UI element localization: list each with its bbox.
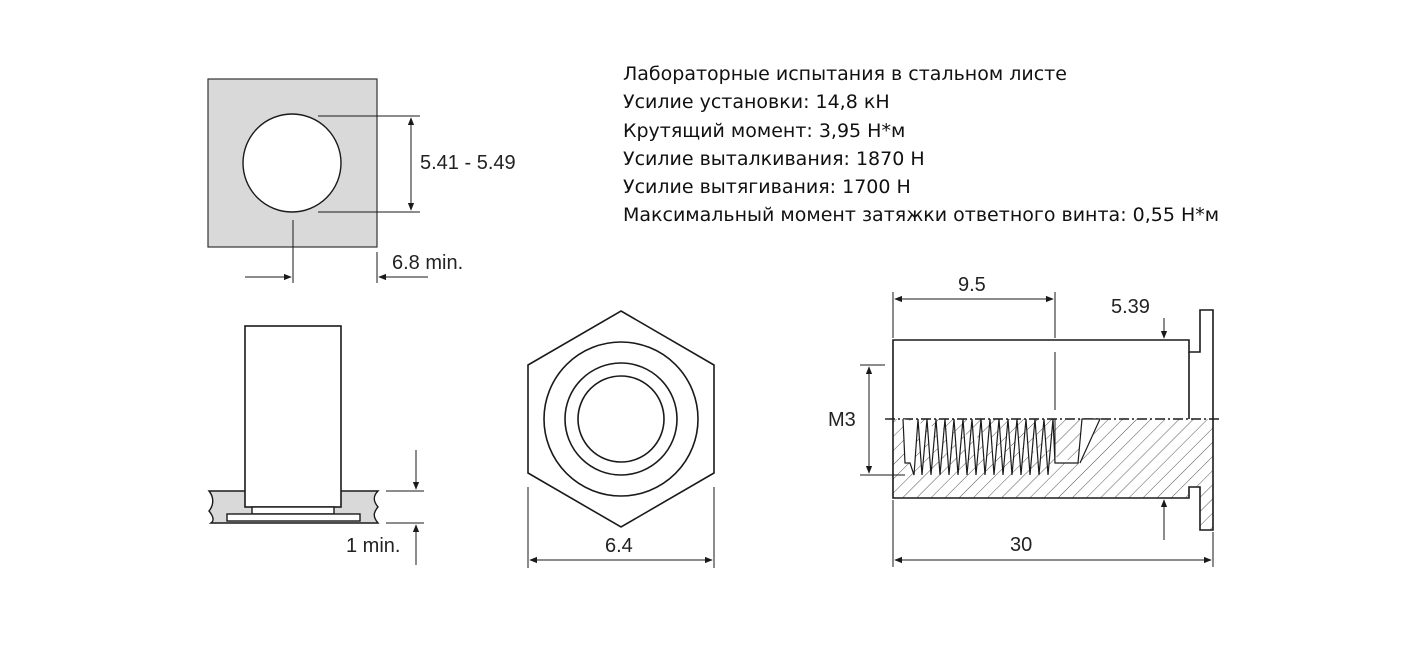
- edge-distance-label: 6.8 min.: [392, 252, 464, 274]
- specs-block: [623, 63, 1219, 226]
- installed-side-view: [209, 326, 424, 565]
- thread-label: M3: [828, 409, 856, 431]
- overall-length-label: 30: [1010, 534, 1033, 556]
- sheet-thickness-label: 1 min.: [346, 535, 401, 557]
- sheet-hole-view: [208, 79, 516, 283]
- spec-line: Максимальный момент затяжки ответного винта: 0,55 Н*м: [623, 204, 1220, 226]
- spec-line: Усилие установки: 14,8 кН: [623, 91, 890, 113]
- section-view: [828, 274, 1222, 567]
- hex-width-label: 6.4: [605, 535, 633, 557]
- nut-shoulder: [252, 507, 334, 514]
- spec-line: Крутящий момент: 3,95 Н*м: [623, 120, 906, 142]
- nut-flange: [227, 514, 360, 521]
- hole-diameter-label: 5.41 - 5.49: [420, 152, 516, 174]
- nut-body: [245, 326, 341, 507]
- hex-outline: [528, 311, 714, 527]
- body-length-label: 9.5: [958, 274, 986, 296]
- spec-line: Усилие вытягивания: 1700 Н: [623, 176, 911, 198]
- mounting-hole: [243, 114, 341, 212]
- hex-top-view: [528, 311, 714, 568]
- head-offset-label: 5.39: [1111, 296, 1150, 318]
- spec-line: Усилие выталкивания: 1870 Н: [623, 148, 925, 170]
- specs-title: Лабораторные испытания в стальном листе: [623, 63, 1067, 85]
